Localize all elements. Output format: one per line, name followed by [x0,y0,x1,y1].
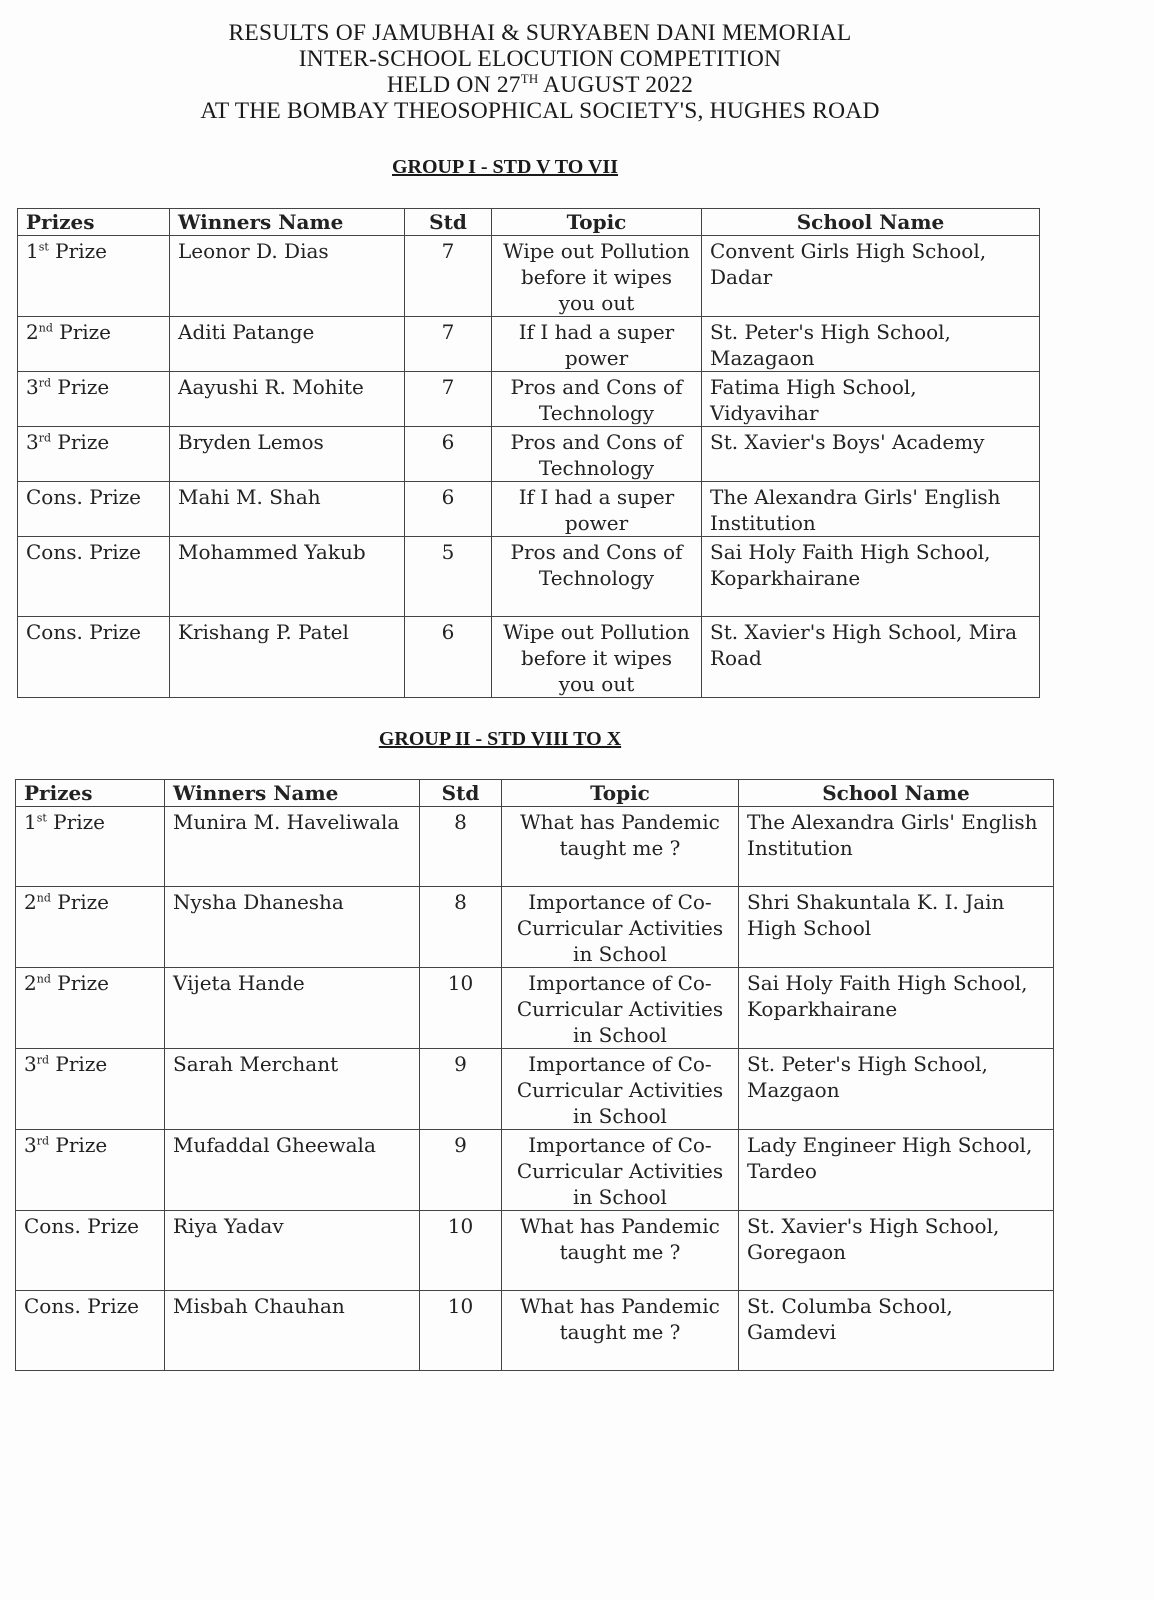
topic-value: What has Pandemic taught me ? [502,1211,739,1291]
prize-label: Prize [52,320,112,344]
topic-value: Importance of Co-Curricular Activities in School [502,968,739,1049]
col-topic: Topic [502,780,739,807]
school-name: The Alexandra Girls' English Institution [702,482,1040,537]
winner-name: Misbah Chauhan [165,1291,420,1371]
winner-name: Aayushi R. Mohite [170,372,405,427]
topic-value: Pros and Cons of Technology [492,372,702,427]
school-name: Sai Holy Faith High School, Koparkhairane [739,968,1054,1049]
table-row [16,1049,1054,1130]
std-value: 5 [405,537,492,617]
prize-cell [18,482,170,537]
topic-value: Importance of Co-Curricular Activities in School [502,887,739,968]
winner-name: Nysha Dhanesha [165,887,420,968]
group-1-body [18,236,1040,698]
topic-value: What has Pandemic taught me ? [502,807,739,887]
prize-label: Prize [51,430,110,454]
topic-value: Importance of Co-Curricular Activities in School [502,1130,739,1211]
header-date-rest: AUGUST 2022 [538,72,694,98]
std-value: 6 [405,482,492,537]
winner-name: Riya Yadav [165,1211,420,1291]
std-value: 7 [405,317,492,372]
std-value: 10 [420,968,502,1049]
prize-number: 1 [26,239,39,263]
winner-name: Aditi Patange [170,317,405,372]
table-row [18,317,1040,372]
header-line-1: RESULTS OF JAMUBHAI & SURYABEN DANI MEMORIAL [228,20,852,46]
std-value: 7 [405,372,492,427]
school-name: Sai Holy Faith High School, Koparkhairane [702,537,1040,617]
group-1-title: GROUP I - STD V TO VII [391,156,618,178]
prize-label: Cons. Prize [26,485,141,509]
col-prizes: Prizes [16,780,165,807]
prize-ordinal: rd [36,1053,50,1067]
col-prizes: Prizes [18,209,170,236]
std-value: 9 [420,1049,502,1130]
topic-value: Pros and Cons of Technology [492,427,702,482]
prize-cell [18,236,170,317]
std-value: 6 [405,427,492,482]
table-row [18,236,1040,317]
std-value: 6 [405,617,492,698]
prize-cell [16,807,165,887]
prize-ordinal: rd [38,376,52,390]
school-name: Fatima High School, Vidyavihar [702,372,1040,427]
table-row [16,1130,1054,1211]
prize-ordinal: nd [36,891,51,905]
prize-number: 2 [26,320,39,344]
winner-name: Mahi M. Shah [170,482,405,537]
table-row [16,807,1054,887]
table-row [18,372,1040,427]
prize-number: 3 [26,430,39,454]
prize-number: 3 [24,1052,37,1076]
topic-value: If I had a super power [492,482,702,537]
winner-name: Mohammed Yakub [170,537,405,617]
col-winners-name: Winners Name [165,780,420,807]
prize-cell [16,968,165,1049]
prize-cell [16,887,165,968]
prize-cell [16,1130,165,1211]
prize-cell [18,537,170,617]
prize-number: 1 [24,810,37,834]
winner-name: Krishang P. Patel [170,617,405,698]
school-name: St. Xavier's Boys' Academy [702,427,1040,482]
topic-value: What has Pandemic taught me ? [502,1291,739,1371]
school-name: Convent Girls High School, Dadar [702,236,1040,317]
header-line-4: AT THE BOMBAY THEOSOPHICAL SOCIETY'S, HUGHES ROAD [200,98,880,124]
prize-label: Prize [51,375,110,399]
topic-value: Pros and Cons of Technology [492,537,702,617]
std-value: 8 [420,887,502,968]
prize-ordinal: rd [38,431,52,445]
winner-name: Sarah Merchant [165,1049,420,1130]
prize-label: Cons. Prize [26,540,141,564]
school-name: Shri Shakuntala K. I. Jain High School [739,887,1054,968]
group-1-table [17,208,1040,698]
std-value: 10 [420,1291,502,1371]
col-std: Std [405,209,492,236]
document-header [140,20,940,124]
prize-label: Prize [48,239,107,263]
school-name: St. Peter's High School, Mazgaon [739,1049,1054,1130]
table-row [18,537,1040,617]
topic-value: Wipe out Pollution before it wipes you out [492,236,702,317]
col-std: Std [420,780,502,807]
prize-cell [18,372,170,427]
prize-ordinal: nd [38,321,53,335]
prize-number: 2 [24,971,37,995]
prize-cell [16,1211,165,1291]
table-row [18,427,1040,482]
col-school-name: School Name [739,780,1054,807]
prize-ordinal: nd [36,972,51,986]
table-row [18,482,1040,537]
topic-value: Wipe out Pollution before it wipes you out [492,617,702,698]
school-name: St. Xavier's High School, Mira Road [702,617,1040,698]
winner-name: Leonor D. Dias [170,236,405,317]
header-line-2: INTER-SCHOOL ELOCUTION COMPETITION [298,46,782,72]
prize-ordinal: st [38,240,49,254]
group-2-header-row [16,780,1054,807]
col-topic: Topic [492,209,702,236]
group-2-table [15,779,1054,1371]
group-2-title: GROUP II - STD VIII TO X [378,728,622,750]
prize-cell [18,427,170,482]
prize-ordinal: st [36,811,47,825]
header-date-prefix: HELD ON 27 [386,72,521,98]
group-1-header-row [18,209,1040,236]
group-2-body [16,807,1054,1371]
winner-name: Bryden Lemos [170,427,405,482]
school-name: St. Columba School, Gamdevi [739,1291,1054,1371]
header-line-3 [140,72,940,98]
header-date-suffix: TH [520,71,539,87]
prize-cell [16,1291,165,1371]
prize-cell [18,617,170,698]
prize-label: Prize [49,1052,108,1076]
table-row [16,968,1054,1049]
winner-name: Munira M. Haveliwala [165,807,420,887]
prize-label: Cons. Prize [26,620,141,644]
prize-label: Prize [46,810,105,834]
table-row [16,1291,1054,1371]
topic-value: Importance of Co-Curricular Activities in School [502,1049,739,1130]
school-name: St. Peter's High School, Mazagaon [702,317,1040,372]
std-value: 8 [420,807,502,887]
std-value: 7 [405,236,492,317]
topic-value: If I had a super power [492,317,702,372]
prize-number: 2 [24,890,37,914]
school-name: Lady Engineer High School, Tardeo [739,1130,1054,1211]
prize-label: Prize [50,890,110,914]
prize-label: Prize [49,1133,108,1157]
std-value: 9 [420,1130,502,1211]
prize-label: Cons. Prize [24,1294,139,1318]
school-name: St. Xavier's High School, Goregaon [739,1211,1054,1291]
prize-number: 3 [24,1133,37,1157]
table-row [16,887,1054,968]
winner-name: Mufaddal Gheewala [165,1130,420,1211]
table-row [16,1211,1054,1291]
prize-label: Cons. Prize [24,1214,139,1238]
prize-cell [16,1049,165,1130]
col-winners-name: Winners Name [170,209,405,236]
prize-label: Prize [50,971,110,995]
prize-ordinal: rd [36,1134,50,1148]
school-name: The Alexandra Girls' English Institution [739,807,1054,887]
std-value: 10 [420,1211,502,1291]
prize-cell [18,317,170,372]
winner-name: Vijeta Hande [165,968,420,1049]
prize-number: 3 [26,375,39,399]
col-school-name: School Name [702,209,1040,236]
table-row [18,617,1040,698]
